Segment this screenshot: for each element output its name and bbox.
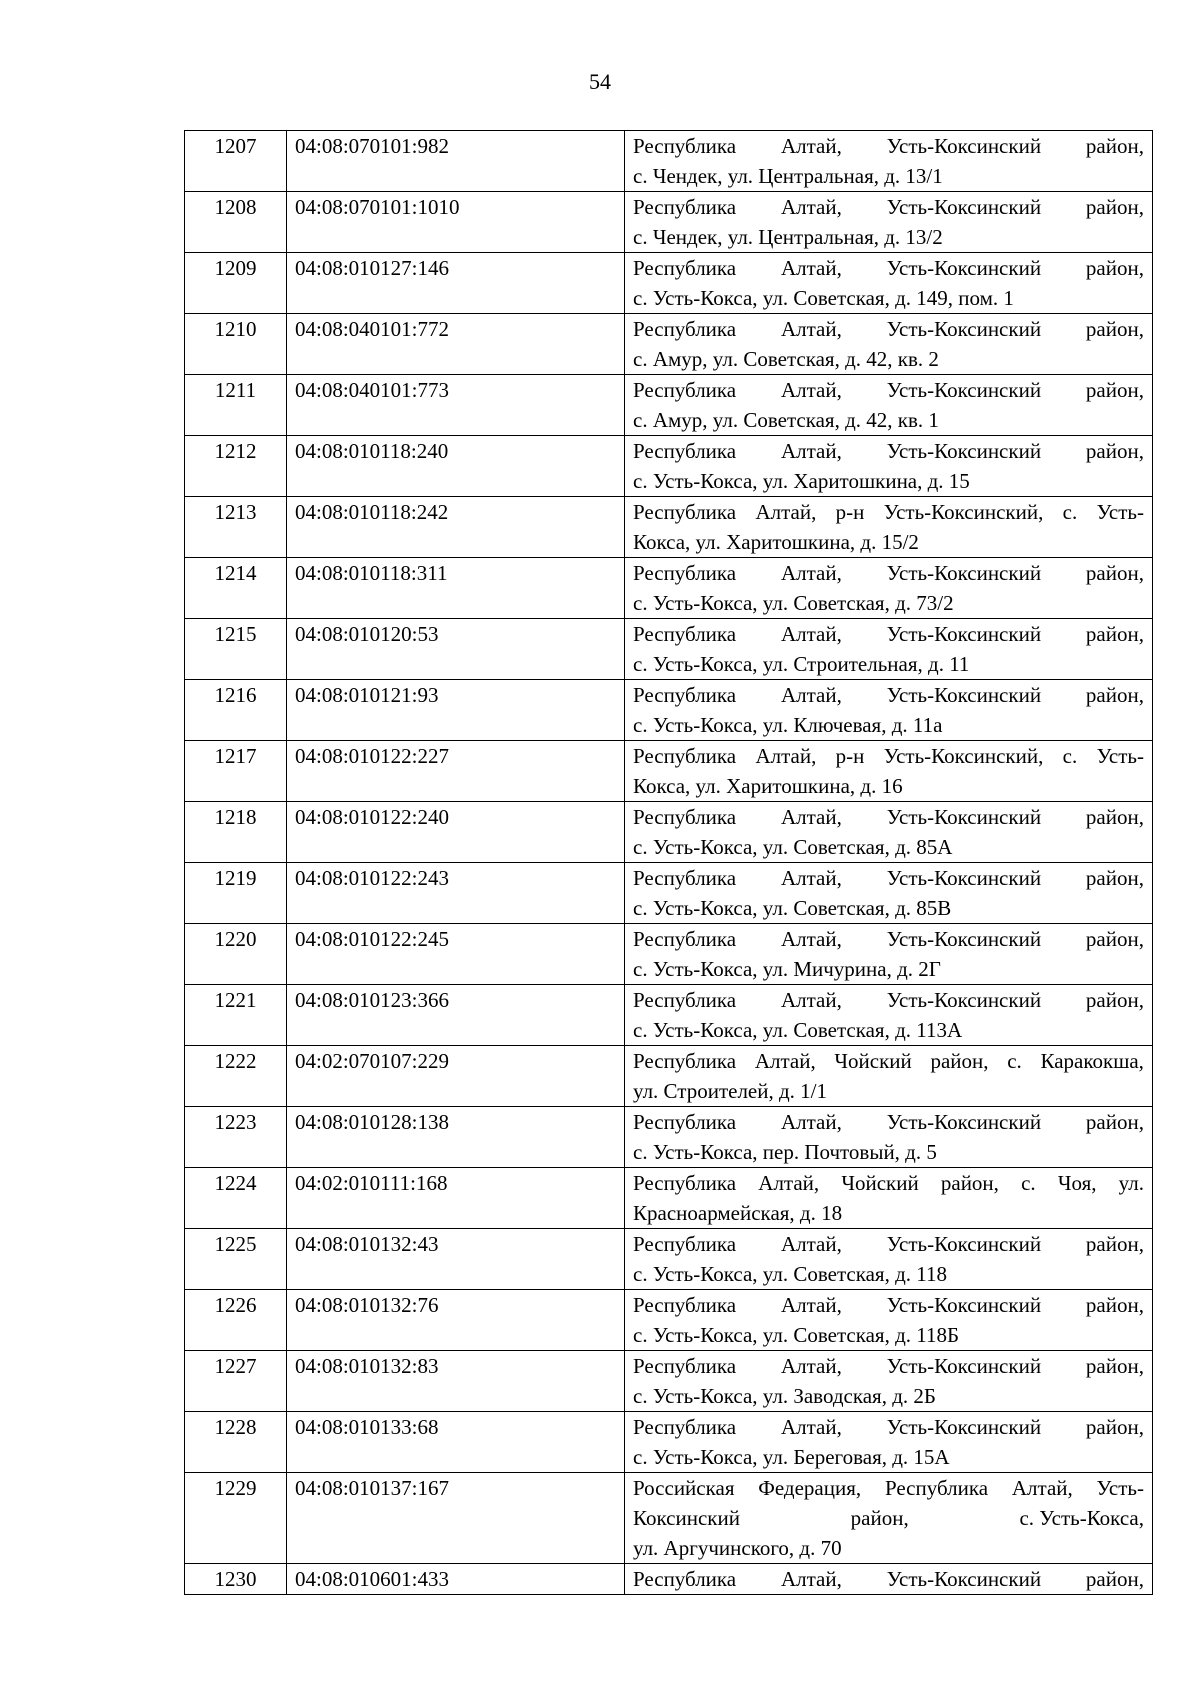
address-word: Усть-Коксинский xyxy=(886,805,1042,829)
address-word: Усть-Коксинский xyxy=(886,927,1042,951)
cadastral-number: 04:08:040101:772 xyxy=(287,314,625,375)
address-word: Усть-Коксинский xyxy=(886,866,1042,890)
address-word: Республика xyxy=(633,683,737,707)
cadastral-number: 04:08:010132:43 xyxy=(287,1229,625,1290)
address-line: Кокса, ул. Харитошкина, д. 15/2 xyxy=(633,530,919,554)
address-word: Республика xyxy=(633,1049,737,1073)
address-line xyxy=(633,436,1144,466)
address-line xyxy=(633,1564,1144,1594)
address-word: район, xyxy=(1085,866,1144,890)
page-number: 54 xyxy=(589,69,611,94)
address xyxy=(625,802,1153,863)
address xyxy=(625,924,1153,985)
address-word: Алтай, xyxy=(780,866,842,890)
address-line: с. Усть-Кокса, пер. Почтовый, д. 5 xyxy=(633,1140,937,1164)
address-word: Чоя, xyxy=(1057,1171,1097,1195)
cadastral-number: 04:08:010121:93 xyxy=(287,680,625,741)
address-word: Алтай, xyxy=(780,256,842,280)
address-line: ул. Строителей, д. 1/1 xyxy=(633,1079,828,1103)
address-word: Алтай, xyxy=(780,1354,842,1378)
address-word: Усть-Коксинский xyxy=(886,195,1042,219)
address-line: с. Усть-Кокса, ул. Советская, д. 73/2 xyxy=(633,591,954,615)
address-word: Алтай, xyxy=(780,1232,842,1256)
address-word: Чойский xyxy=(841,1171,919,1195)
address-line xyxy=(633,1351,1144,1381)
address-word: район, xyxy=(850,1506,909,1530)
address-line xyxy=(633,863,1144,893)
address-line xyxy=(633,802,1144,832)
cadastral-number: 04:08:010133:68 xyxy=(287,1412,625,1473)
table-row xyxy=(185,1046,1153,1107)
address-word: Алтай, xyxy=(780,439,842,463)
address xyxy=(625,253,1153,314)
address-word: Республика xyxy=(633,378,737,402)
table-row xyxy=(185,1564,1153,1595)
address-word: район, xyxy=(1085,256,1144,280)
registry-table-body xyxy=(185,131,1153,1595)
address-line xyxy=(633,253,1144,283)
row-number: 1209 xyxy=(185,253,287,314)
table-row xyxy=(185,680,1153,741)
address-word: район, xyxy=(1085,805,1144,829)
address xyxy=(625,1046,1153,1107)
cadastral-number: 04:08:070101:982 xyxy=(287,131,625,192)
row-number: 1210 xyxy=(185,314,287,375)
address-word: район, xyxy=(1085,1293,1144,1317)
address-word: Республика xyxy=(633,622,737,646)
address-line xyxy=(633,1107,1144,1137)
address-line: с. Амур, ул. Советская, д. 42, кв. 2 xyxy=(633,347,939,371)
row-number: 1208 xyxy=(185,192,287,253)
address-word: ул. xyxy=(1118,1171,1144,1195)
table-row xyxy=(185,1351,1153,1412)
address-word: Усть- xyxy=(1096,1476,1144,1500)
row-number: 1220 xyxy=(185,924,287,985)
address-word: Усть-Коксинский xyxy=(886,1293,1042,1317)
address-line: с. Усть-Кокса, ул. Строительная, д. 11 xyxy=(633,652,970,676)
address-line: Кокса, ул. Харитошкина, д. 16 xyxy=(633,774,903,798)
table-row xyxy=(185,192,1153,253)
table-row xyxy=(185,558,1153,619)
cadastral-number: 04:08:010122:240 xyxy=(287,802,625,863)
address-word: Республика xyxy=(633,927,737,951)
address-word: Алтай, xyxy=(780,195,842,219)
address-word: район, xyxy=(1085,1354,1144,1378)
address-line: ул. Аргучинского, д. 70 xyxy=(633,1536,842,1560)
address-word: Усть-Коксинский xyxy=(886,134,1042,158)
address-word: Коксинский xyxy=(633,1506,740,1530)
address-word: Усть- xyxy=(1096,744,1144,768)
address-word: район, xyxy=(1085,317,1144,341)
row-number: 1222 xyxy=(185,1046,287,1107)
address xyxy=(625,1229,1153,1290)
address-word: Алтай, xyxy=(780,1567,842,1591)
address xyxy=(625,131,1153,192)
address xyxy=(625,314,1153,375)
address-line: с. Усть-Кокса, ул. Мичурина, д. 2Г xyxy=(633,957,941,981)
address-word: район, xyxy=(1085,927,1144,951)
address xyxy=(625,741,1153,802)
table-row xyxy=(185,253,1153,314)
address-word: Республика xyxy=(633,1567,737,1591)
address-word: Усть-Коксинский xyxy=(886,317,1042,341)
address-word: Усть-Коксинский xyxy=(886,683,1042,707)
table-row xyxy=(185,1168,1153,1229)
address-word: район, xyxy=(1085,622,1144,646)
address-line: с. Усть-Кокса, ул. Советская, д. 113А xyxy=(633,1018,963,1042)
address-word: Алтай, xyxy=(780,1293,842,1317)
row-number: 1212 xyxy=(185,436,287,497)
address-word: район, xyxy=(1085,378,1144,402)
address-word: Усть-Коксинский xyxy=(886,1415,1042,1439)
address-line xyxy=(633,1473,1144,1503)
table-row xyxy=(185,1107,1153,1168)
address-line: с. Усть-Кокса, ул. Советская, д. 85В xyxy=(633,896,952,920)
row-number: 1213 xyxy=(185,497,287,558)
address-word: Усть-Коксинский xyxy=(886,378,1042,402)
address xyxy=(625,680,1153,741)
address-line: с. Чендек, ул. Центральная, д. 13/1 xyxy=(633,164,943,188)
address-word: с. xyxy=(1007,1049,1022,1073)
cadastral-number: 04:08:010137:167 xyxy=(287,1473,625,1564)
address-word: Республика xyxy=(884,1476,989,1500)
address-line xyxy=(633,680,1144,710)
address-word: Алтай, xyxy=(780,378,842,402)
cadastral-number: 04:08:010132:76 xyxy=(287,1290,625,1351)
address-word: Республика xyxy=(633,1293,737,1317)
table-row xyxy=(185,863,1153,924)
address-word: район, xyxy=(1085,1232,1144,1256)
address-word: Алтай, xyxy=(780,134,842,158)
address-line: с. Усть-Кокса, ул. Береговая, д. 15А xyxy=(633,1445,950,1469)
table-row xyxy=(185,131,1153,192)
address xyxy=(625,497,1153,558)
address-word: с. xyxy=(1062,500,1078,524)
address-line xyxy=(633,1229,1144,1259)
address-line: с. Амур, ул. Советская, д. 42, кв. 1 xyxy=(633,408,939,432)
cadastral-number: 04:02:010111:168 xyxy=(287,1168,625,1229)
address-word: район, xyxy=(930,1049,989,1073)
cadastral-number: 04:08:010122:227 xyxy=(287,741,625,802)
address-word: Усть-Коксинский xyxy=(886,256,1042,280)
address-line xyxy=(633,619,1144,649)
address-word: Республика xyxy=(633,805,737,829)
address-word: Усть-Коксинский xyxy=(886,1567,1042,1591)
address-word: Российская xyxy=(633,1476,735,1500)
address-line xyxy=(633,192,1144,222)
table-row xyxy=(185,1229,1153,1290)
table-row xyxy=(185,802,1153,863)
row-number: 1217 xyxy=(185,741,287,802)
address-word: Республика xyxy=(633,500,737,524)
address xyxy=(625,1290,1153,1351)
address-word: Каракокша, xyxy=(1040,1049,1144,1073)
address-word: Республика xyxy=(633,1232,737,1256)
registry-table xyxy=(184,130,1153,1595)
address-word: Усть-Коксинский, xyxy=(883,744,1044,768)
address-word: район, xyxy=(1085,195,1144,219)
address-word: Федерация, xyxy=(758,1476,862,1500)
cadastral-number: 04:08:010123:366 xyxy=(287,985,625,1046)
address-word: Республика xyxy=(633,317,737,341)
address-word: район, xyxy=(1085,134,1144,158)
row-number: 1218 xyxy=(185,802,287,863)
address-line: с. Усть-Кокса, ул. Ключевая, д. 11а xyxy=(633,713,943,737)
address-word: Алтай, xyxy=(780,805,842,829)
row-number: 1226 xyxy=(185,1290,287,1351)
address-word: Республика xyxy=(633,988,737,1012)
address-word: Алтай, xyxy=(755,744,817,768)
cadastral-number: 04:08:010601:433 xyxy=(287,1564,625,1595)
row-number: 1215 xyxy=(185,619,287,680)
cadastral-number: 04:08:010127:146 xyxy=(287,253,625,314)
address-word: Алтай, xyxy=(758,1171,820,1195)
address-word: район, xyxy=(940,1171,999,1195)
table-row xyxy=(185,741,1153,802)
row-number: 1230 xyxy=(185,1564,287,1595)
address-word: Усть-Коксинский xyxy=(886,1232,1042,1256)
address-word: р-н xyxy=(835,744,865,768)
table-row xyxy=(185,619,1153,680)
row-number: 1227 xyxy=(185,1351,287,1412)
cadastral-number: 04:08:010122:245 xyxy=(287,924,625,985)
address-word: Алтай, xyxy=(780,988,842,1012)
address xyxy=(625,1473,1153,1564)
address-word: Алтай, xyxy=(780,927,842,951)
address-word: Республика xyxy=(633,1171,737,1195)
address-word: Республика xyxy=(633,561,737,585)
address-word: Алтай, xyxy=(780,1110,842,1134)
address-line: с. Усть-Кокса, ул. Заводская, д. 2Б xyxy=(633,1384,936,1408)
address-word: Усть- xyxy=(1096,500,1144,524)
address-line xyxy=(633,558,1144,588)
address xyxy=(625,375,1153,436)
address-line xyxy=(633,1503,1144,1533)
address-word: Усть-Коксинский xyxy=(886,988,1042,1012)
row-number: 1229 xyxy=(185,1473,287,1564)
address-line xyxy=(633,741,1144,771)
row-number: 1211 xyxy=(185,375,287,436)
address xyxy=(625,863,1153,924)
address-line xyxy=(633,985,1144,1015)
address-line xyxy=(633,131,1144,161)
address-line xyxy=(633,924,1144,954)
address-word: Усть-Коксинский xyxy=(886,561,1042,585)
address-word: Алтай, xyxy=(780,561,842,585)
address-word: с. xyxy=(1062,744,1078,768)
address-line xyxy=(633,375,1144,405)
address xyxy=(625,1564,1153,1595)
address-word: Алтай, xyxy=(780,1415,842,1439)
address-word: район, xyxy=(1085,1567,1144,1591)
address-word: Усть-Коксинский, xyxy=(883,500,1044,524)
row-number: 1221 xyxy=(185,985,287,1046)
table-row xyxy=(185,1473,1153,1564)
address-word: Усть-Коксинский xyxy=(886,1110,1042,1134)
address-word: Республика xyxy=(633,1354,737,1378)
address-line xyxy=(633,1412,1144,1442)
address-word: Алтай, xyxy=(780,622,842,646)
address-word: район, xyxy=(1085,1110,1144,1134)
address-word: Алтай, xyxy=(780,317,842,341)
address-word: Усть-Коксинский xyxy=(886,439,1042,463)
address-line xyxy=(633,497,1144,527)
row-number: 1207 xyxy=(185,131,287,192)
address-word: Алтай, xyxy=(780,683,842,707)
table-row xyxy=(185,314,1153,375)
row-number: 1216 xyxy=(185,680,287,741)
address-word: Республика xyxy=(633,195,737,219)
table-row xyxy=(185,436,1153,497)
address-word: р-н xyxy=(835,500,865,524)
address-word: с. Усть-Кокса, xyxy=(1019,1506,1144,1530)
table-row xyxy=(185,924,1153,985)
address xyxy=(625,1351,1153,1412)
cadastral-number: 04:08:010118:242 xyxy=(287,497,625,558)
cadastral-number: 04:08:010122:243 xyxy=(287,863,625,924)
address xyxy=(625,619,1153,680)
address-word: Республика xyxy=(633,1415,737,1439)
address-line: с. Усть-Кокса, ул. Советская, д. 85А xyxy=(633,835,953,859)
address xyxy=(625,558,1153,619)
address-line xyxy=(633,1046,1144,1076)
address xyxy=(625,192,1153,253)
cadastral-number: 04:08:010132:83 xyxy=(287,1351,625,1412)
address xyxy=(625,436,1153,497)
address-word: Республика xyxy=(633,744,737,768)
address-line xyxy=(633,314,1144,344)
table-row xyxy=(185,497,1153,558)
address-word: район, xyxy=(1085,683,1144,707)
address xyxy=(625,1412,1153,1473)
address-line xyxy=(633,1168,1144,1198)
row-number: 1228 xyxy=(185,1412,287,1473)
address-line xyxy=(633,1290,1144,1320)
address-line: с. Усть-Кокса, ул. Советская, д. 118Б xyxy=(633,1323,960,1347)
address-word: район, xyxy=(1085,1415,1144,1439)
cadastral-number: 04:08:010118:311 xyxy=(287,558,625,619)
address-word: Алтай, xyxy=(1011,1476,1073,1500)
table-row xyxy=(185,1290,1153,1351)
row-number: 1224 xyxy=(185,1168,287,1229)
address-line: с. Усть-Кокса, ул. Харитошкина, д. 15 xyxy=(633,469,970,493)
cadastral-number: 04:08:010120:53 xyxy=(287,619,625,680)
address-word: район, xyxy=(1085,988,1144,1012)
row-number: 1214 xyxy=(185,558,287,619)
address-word: с. xyxy=(1021,1171,1036,1195)
address xyxy=(625,985,1153,1046)
address xyxy=(625,1107,1153,1168)
table-row xyxy=(185,375,1153,436)
address-word: район, xyxy=(1085,439,1144,463)
address-word: район, xyxy=(1085,561,1144,585)
cadastral-number: 04:08:010118:240 xyxy=(287,436,625,497)
cadastral-number: 04:08:040101:773 xyxy=(287,375,625,436)
address-word: Республика xyxy=(633,439,737,463)
address-word: Чойский xyxy=(834,1049,912,1073)
address-line: с. Усть-Кокса, ул. Советская, д. 149, пом. 1 xyxy=(633,286,1014,310)
row-number: 1225 xyxy=(185,1229,287,1290)
table-row xyxy=(185,985,1153,1046)
address-word: Республика xyxy=(633,256,737,280)
cadastral-number: 04:08:070101:1010 xyxy=(287,192,625,253)
table-row xyxy=(185,1412,1153,1473)
address-word: Республика xyxy=(633,1110,737,1134)
address-word: Усть-Коксинский xyxy=(886,1354,1042,1378)
cadastral-number: 04:02:070107:229 xyxy=(287,1046,625,1107)
row-number: 1219 xyxy=(185,863,287,924)
row-number: 1223 xyxy=(185,1107,287,1168)
address-word: Алтай, xyxy=(754,1049,816,1073)
address-word: Усть-Коксинский xyxy=(886,622,1042,646)
address-word: Республика xyxy=(633,866,737,890)
address-word: Республика xyxy=(633,134,737,158)
address xyxy=(625,1168,1153,1229)
address-word: Алтай, xyxy=(755,500,817,524)
address-line: с. Чендек, ул. Центральная, д. 13/2 xyxy=(633,225,943,249)
address-line: с. Усть-Кокса, ул. Советская, д. 118 xyxy=(633,1262,947,1286)
cadastral-number: 04:08:010128:138 xyxy=(287,1107,625,1168)
address-line: Красноармейская, д. 18 xyxy=(633,1201,843,1225)
